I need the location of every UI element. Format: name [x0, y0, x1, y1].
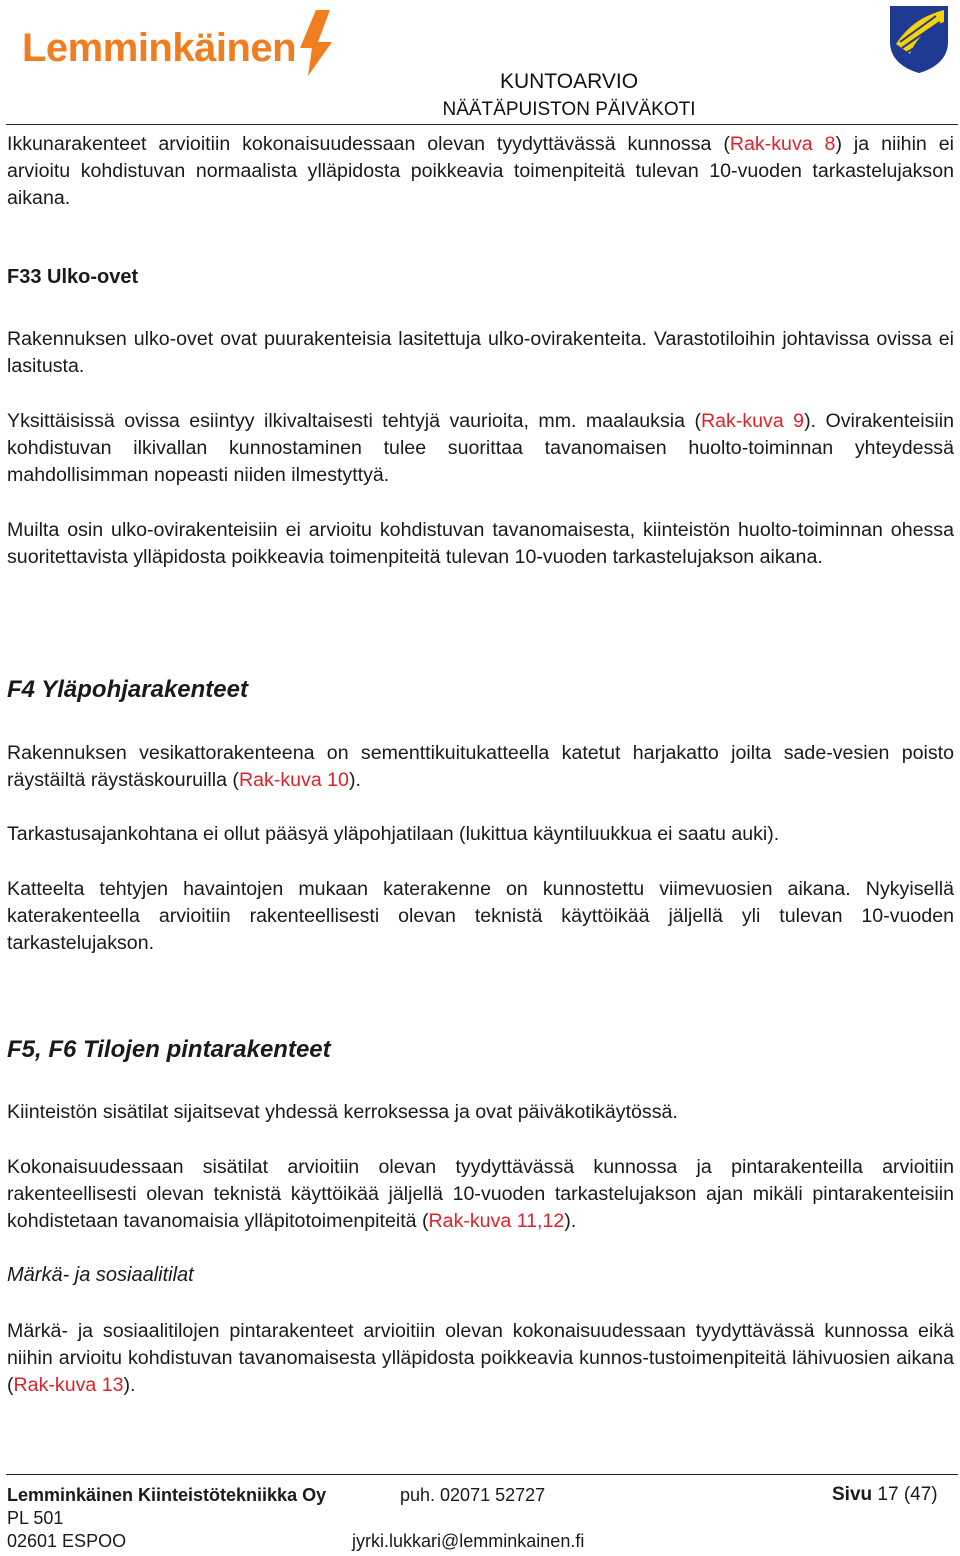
footer-po-box: PL 501	[7, 1508, 64, 1528]
page-title: KUNTOARVIO	[499, 70, 639, 93]
footer-phone: puh. 02071 52727	[400, 1485, 546, 1505]
image-reference: Rak-kuva 9	[700, 410, 805, 432]
footer-page-number: Sivu 17 (47)	[832, 1484, 938, 1505]
image-reference: Rak-kuva 10	[238, 769, 349, 791]
paragraph-roof-3: Katteelta tehtyjen havaintojen mukaan katerakenne on kunnostettu viimevuosien aikana. Nykyisellä katerakenteella arvioitiin rakenteellisesti olevan teknistä käyttöikää jäljellä yli tulevan 10-vuoden tarkastelujakson.	[7, 878, 954, 954]
footer-divider	[6, 1474, 958, 1475]
paragraph-doors-2: Yksittäisissä ovissa esiintyy ilkivaltaisesti tehtyjä vaurioita, mm. maalauksia (Rak-kuva 9). Ovirakenteisiin kohdistuvan ilkivallan kunnostaminen tulee suorittaa tavanomaisen huolto-toiminnan yhteydessä mahdollisimman nopeasti niiden ilmestyttyä.	[7, 410, 954, 486]
footer-postal: 02601 ESPOO	[7, 1531, 127, 1551]
paragraph-wet-rooms: Märkä- ja sosiaalitilojen pintarakenteet arvioitiin olevan kokonaisuudessaan tyydyttävässä kunnossa eikä niihin arvioitu kohdistuvan tavanomaisesta ylläpidosta poikkeavia kunnos-tustoimenpiteitä lähivuosien aikana (Rak-kuva 13).	[7, 1320, 954, 1396]
image-reference: Rak-kuva 13	[13, 1374, 124, 1396]
heading-f5-f6: F5, F6 Tilojen pintarakenteet	[7, 1036, 331, 1063]
paragraph-roof-2: Tarkastusajankohtana ei ollut pääsyä yläpohjatilaan (lukittua käyntiluukkua ei saatu auki).	[7, 823, 780, 845]
footer-company: Lemminkäinen Kiinteistötekniikka Oy	[7, 1485, 327, 1505]
paragraph-doors-3: Muilta osin ulko-ovirakenteisiin ei arvioitu kohdistuvan tavanomaisesta, kiinteistön huolto-toiminnan ohessa suoritettavista ylläpidosta poikkeavia toimenpiteitä tulevan 10-vuoden tarkastelujakson aikana.	[7, 519, 954, 568]
page-subtitle: NÄÄTÄPUISTON PÄIVÄKOTI	[442, 99, 696, 120]
heading-f4: F4 Yläpohjarakenteet	[7, 676, 248, 703]
subheading-wet-rooms: Märkä- ja sosiaalitilat	[7, 1264, 194, 1286]
paragraph-interiors-2: Kokonaisuudessaan sisätilat arvioitiin olevan tyydyttävässä kunnossa ja pintarakenteilla arvioitiin rakenteellisesti olevan teknistä käyttöikää jäljellä 10-vuoden tarkastelujakson ajan mikäli pintarakenteisiin kohdistetaan tavanomaisia ylläpitotoimenpiteitä (Rak-kuva 11,12).	[7, 1156, 954, 1232]
header-divider	[6, 124, 958, 125]
paragraph-doors-1: Rakennuksen ulko-ovet ovat puurakenteisia lasitettuja ulko-ovirakenteita. Varastotiloihin johtavissa ovissa ei lasitusta.	[7, 328, 954, 377]
company-logo-text: Lemminkäinen	[22, 26, 297, 70]
paragraph-interiors-1: Kiinteistön sisätilat sijaitsevat yhdessä kerroksessa ja ovat päiväkotikäytössä.	[7, 1101, 678, 1123]
image-reference: Rak-kuva 11,12	[428, 1210, 565, 1232]
heading-f33: F33 Ulko-ovet	[7, 266, 139, 288]
footer-email[interactable]: jyrki.lukkari@lemminkainen.fi	[352, 1531, 585, 1551]
paragraph-windows: Ikkunarakenteet arvioitiin kokonaisuudessaan olevan tyydyttävässä kunnossa (Rak-kuva 8) ja niihin ei arvioitu kohdistuvan normaalista ylläpidosta poikkeavia toimenpiteitä tulevan 10-vuoden tarkastelujakson aikana.	[7, 133, 954, 209]
paragraph-roof-1: Rakennuksen vesikattorakenteena on sementtikuitukatteella katetut harjakatto joilta sade-vesien poisto räystäiltä räystäskouruilla (Rak-kuva 10).	[7, 742, 954, 791]
municipality-crest-icon	[888, 4, 950, 79]
image-reference: Rak-kuva 8	[729, 133, 836, 155]
